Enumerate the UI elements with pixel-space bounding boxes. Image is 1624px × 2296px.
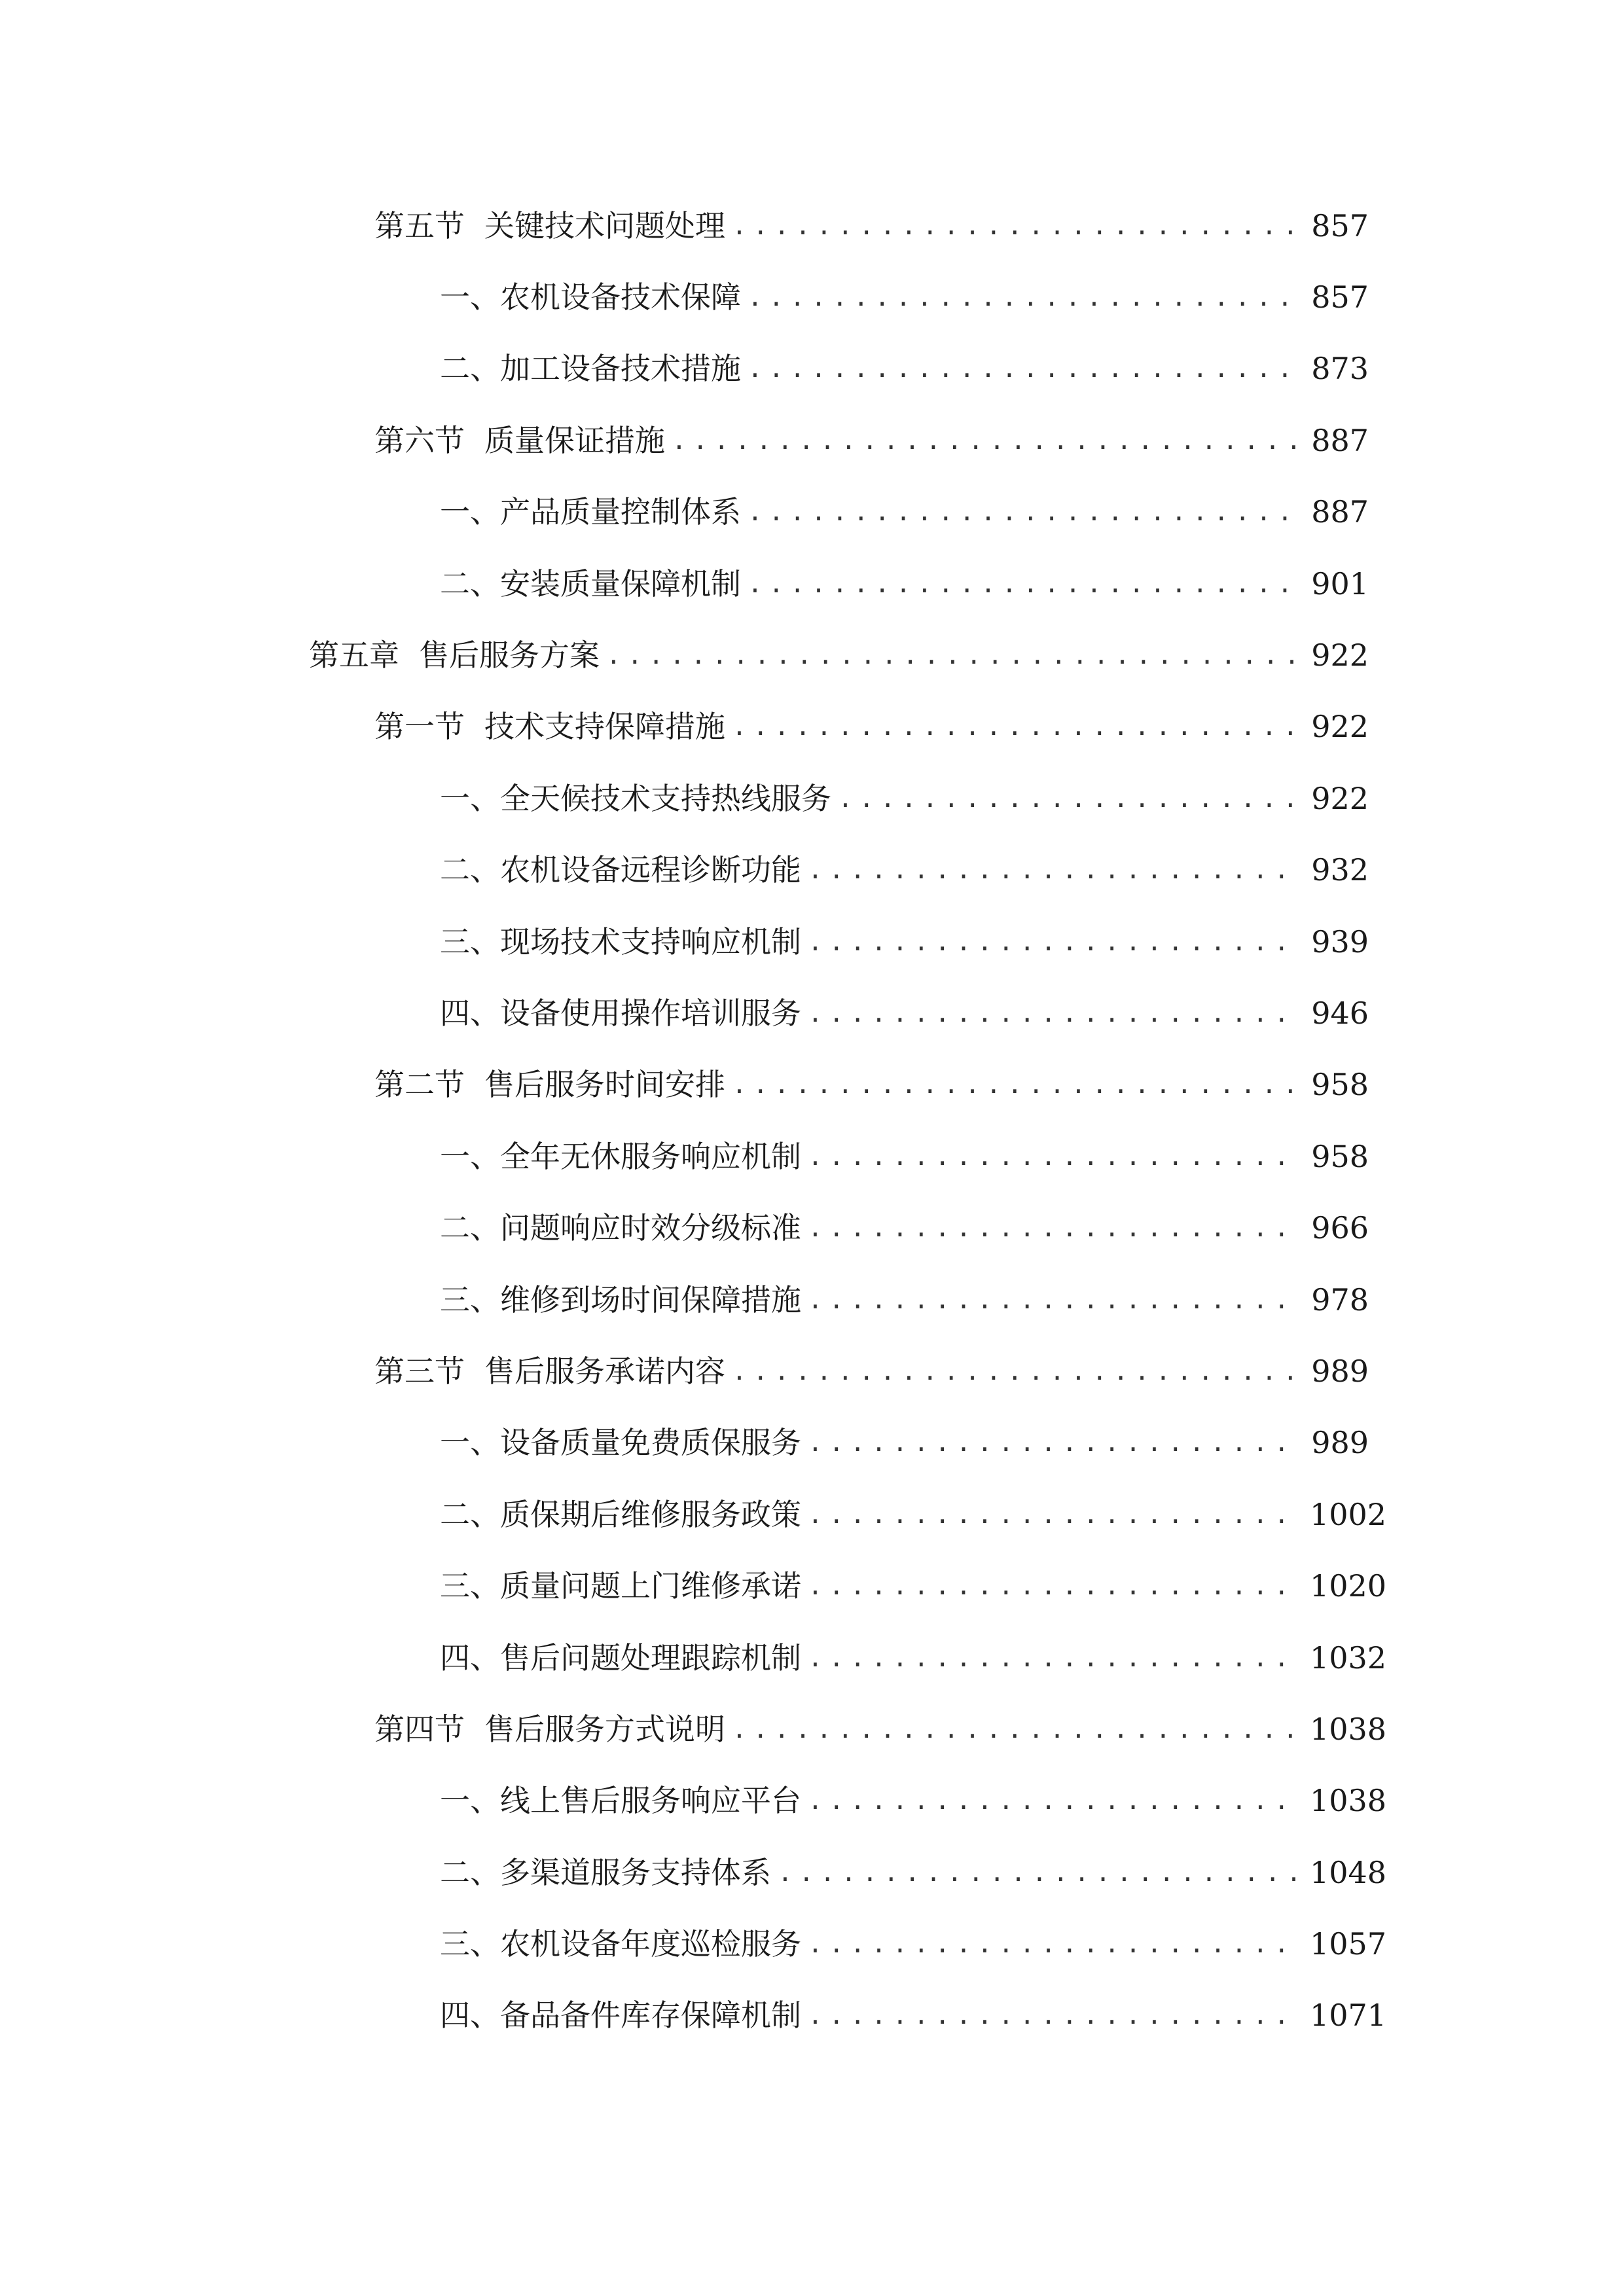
toc-entry-page-number: 958 [1311, 1138, 1369, 1174]
toc-entry-number: 第四节 [374, 1711, 465, 1747]
dot-leader [732, 1717, 1301, 1742]
dot-leader [748, 571, 1301, 596]
toc-entry-page-number: 901 [1311, 565, 1369, 601]
toc-entry-title: 关键技术问题处理 [484, 207, 725, 243]
toc-entry-number: 第六节 [374, 422, 465, 458]
toc-entry-title: 售后服务时间安排 [484, 1067, 725, 1103]
toc-entry-number: 第二节 [374, 1067, 465, 1103]
toc-entry-number: 二、 [440, 351, 500, 387]
toc-entry-title: 备品备件库存保障机制 [500, 1998, 801, 2034]
toc-entry-page-number: 978 [1311, 1282, 1369, 1318]
toc-entry-number: 二、 [440, 565, 500, 601]
toc-entry-number: 四、 [440, 995, 500, 1031]
dot-leader [606, 643, 1301, 668]
dot-leader [808, 857, 1301, 882]
toc-entry-number: 一、 [440, 1425, 500, 1461]
toc-entry-title: 质量保证措施 [484, 422, 665, 458]
toc-entry [0, 1121, 1624, 1192]
dot-leader [748, 285, 1301, 310]
dot-leader [808, 1144, 1301, 1169]
toc-entry-page-number: 1038 [1310, 1711, 1387, 1747]
toc-entry-title: 设备使用操作培训服务 [500, 995, 801, 1031]
dot-leader [732, 714, 1301, 739]
dot-leader [732, 213, 1301, 238]
toc-entry [0, 190, 1624, 261]
toc-entry [0, 1837, 1624, 1908]
toc-entry [0, 1765, 1624, 1837]
toc-entry-page-number: 946 [1311, 995, 1369, 1031]
toc-entry-number: 一、 [440, 1138, 500, 1174]
toc-entry-page-number: 1032 [1310, 1640, 1387, 1676]
dot-leader [808, 1001, 1301, 1026]
toc-entry-page-number: 922 [1311, 709, 1369, 745]
toc-entry-page-number: 966 [1311, 1210, 1369, 1246]
toc-entry-title: 质量问题上门维修承诺 [500, 1568, 801, 1604]
dot-leader [732, 1359, 1301, 1384]
toc-entry-title: 设备质量免费质保服务 [500, 1425, 801, 1461]
toc-entry [0, 834, 1624, 906]
toc-entry [0, 404, 1624, 476]
toc-entry-page-number: 989 [1311, 1353, 1369, 1389]
toc-entry-title: 安装质量保障机制 [500, 565, 741, 601]
toc-entry-title: 多渠道服务支持体系 [500, 1854, 771, 1890]
dot-leader [808, 1215, 1301, 1240]
toc-entry-number: 三、 [440, 924, 500, 960]
toc-entry [0, 548, 1624, 619]
toc-entry [0, 261, 1624, 332]
toc-entry [0, 1980, 1624, 2051]
dot-leader [808, 1502, 1301, 1527]
toc-entry-number: 三、 [440, 1282, 500, 1318]
toc-entry-page-number: 922 [1311, 780, 1369, 816]
toc-entry-page-number: 1002 [1310, 1496, 1387, 1532]
toc-entry [0, 1192, 1624, 1263]
toc-entry-number: 一、 [440, 780, 500, 816]
toc-entry-title: 全天候技术支持热线服务 [500, 780, 831, 816]
toc-entry-title: 农机设备技术保障 [500, 279, 741, 315]
dot-leader [808, 929, 1301, 954]
toc-entry-page-number: 887 [1311, 422, 1369, 458]
toc-entry-page-number: 1038 [1310, 1783, 1387, 1819]
dot-leader [808, 1931, 1301, 1956]
toc-entry-page-number: 1071 [1310, 1998, 1387, 2034]
toc-entry-page-number: 873 [1311, 351, 1369, 387]
toc-entry [0, 977, 1624, 1049]
dot-leader [808, 1430, 1301, 1455]
table-of-contents [0, 190, 1624, 2051]
toc-entry [0, 691, 1624, 762]
toc-entry-number: 二、 [440, 1210, 500, 1246]
toc-entry-number: 三、 [440, 1568, 500, 1604]
dot-leader [808, 1287, 1301, 1312]
toc-entry-title: 售后服务承诺内容 [484, 1353, 725, 1389]
toc-entry [0, 1335, 1624, 1407]
toc-entry [0, 1264, 1624, 1335]
dot-leader [732, 1072, 1301, 1097]
toc-entry [0, 1049, 1624, 1121]
toc-entry-title: 质保期后维修服务政策 [500, 1496, 801, 1532]
toc-entry [0, 762, 1624, 834]
toc-entry [0, 906, 1624, 977]
toc-entry-page-number: 1020 [1310, 1568, 1387, 1604]
toc-entry-number: 三、 [440, 1926, 500, 1962]
toc-entry-title: 问题响应时效分级标准 [500, 1210, 801, 1246]
toc-entry-number: 二、 [440, 1854, 500, 1890]
toc-entry-title: 维修到场时间保障措施 [500, 1282, 801, 1318]
toc-entry-number: 第五章 [309, 637, 399, 673]
toc-entry-title: 技术支持保障措施 [484, 709, 725, 745]
toc-entry-page-number: 939 [1311, 924, 1369, 960]
toc-entry-number: 四、 [440, 1640, 500, 1676]
toc-entry [0, 1908, 1624, 1979]
toc-entry-page-number: 922 [1311, 637, 1369, 673]
toc-entry-number: 一、 [440, 279, 500, 315]
dot-leader [778, 1860, 1301, 1885]
toc-entry-title: 加工设备技术措施 [500, 351, 741, 387]
dot-leader [672, 428, 1301, 453]
toc-entry-number: 一、 [440, 1783, 500, 1819]
toc-entry-title: 线上售后服务响应平台 [500, 1783, 801, 1819]
toc-entry-number: 二、 [440, 1496, 500, 1532]
toc-entry-number: 第一节 [374, 709, 465, 745]
toc-entry [0, 1622, 1624, 1693]
toc-entry-page-number: 989 [1311, 1425, 1369, 1461]
toc-entry-number: 第三节 [374, 1353, 465, 1389]
toc-entry-page-number: 958 [1311, 1067, 1369, 1103]
toc-entry-number: 一、 [440, 494, 500, 530]
dot-leader [748, 499, 1301, 524]
toc-entry [0, 333, 1624, 404]
toc-entry-page-number: 887 [1311, 494, 1369, 530]
dot-leader [808, 1573, 1301, 1598]
toc-entry-title: 售后服务方式说明 [484, 1711, 725, 1747]
toc-entry-title: 现场技术支持响应机制 [500, 924, 801, 960]
toc-entry-title: 全年无休服务响应机制 [500, 1138, 801, 1174]
toc-entry-number: 第五节 [374, 207, 465, 243]
toc-entry [0, 1550, 1624, 1621]
toc-entry-title: 售后问题处理跟踪机制 [500, 1640, 801, 1676]
toc-entry-number: 二、 [440, 852, 500, 888]
toc-entry-page-number: 932 [1311, 852, 1369, 888]
toc-entry-title: 售后服务方案 [419, 637, 600, 673]
toc-entry-number: 四、 [440, 1998, 500, 2034]
toc-entry-page-number: 857 [1311, 279, 1369, 315]
dot-leader [808, 1645, 1301, 1670]
toc-entry [0, 1693, 1624, 1765]
toc-entry [0, 476, 1624, 548]
dot-leader [808, 1788, 1301, 1813]
toc-entry-page-number: 1048 [1310, 1854, 1387, 1890]
toc-entry-page-number: 1057 [1310, 1926, 1387, 1962]
toc-entry-page-number: 857 [1311, 207, 1369, 243]
dot-leader [838, 786, 1301, 811]
dot-leader [748, 356, 1301, 381]
toc-entry [0, 619, 1624, 691]
toc-entry-title: 农机设备远程诊断功能 [500, 852, 801, 888]
toc-entry [0, 1479, 1624, 1550]
toc-entry [0, 1407, 1624, 1479]
dot-leader [808, 2003, 1301, 2028]
toc-entry-title: 产品质量控制体系 [500, 494, 741, 530]
toc-entry-title: 农机设备年度巡检服务 [500, 1926, 801, 1962]
